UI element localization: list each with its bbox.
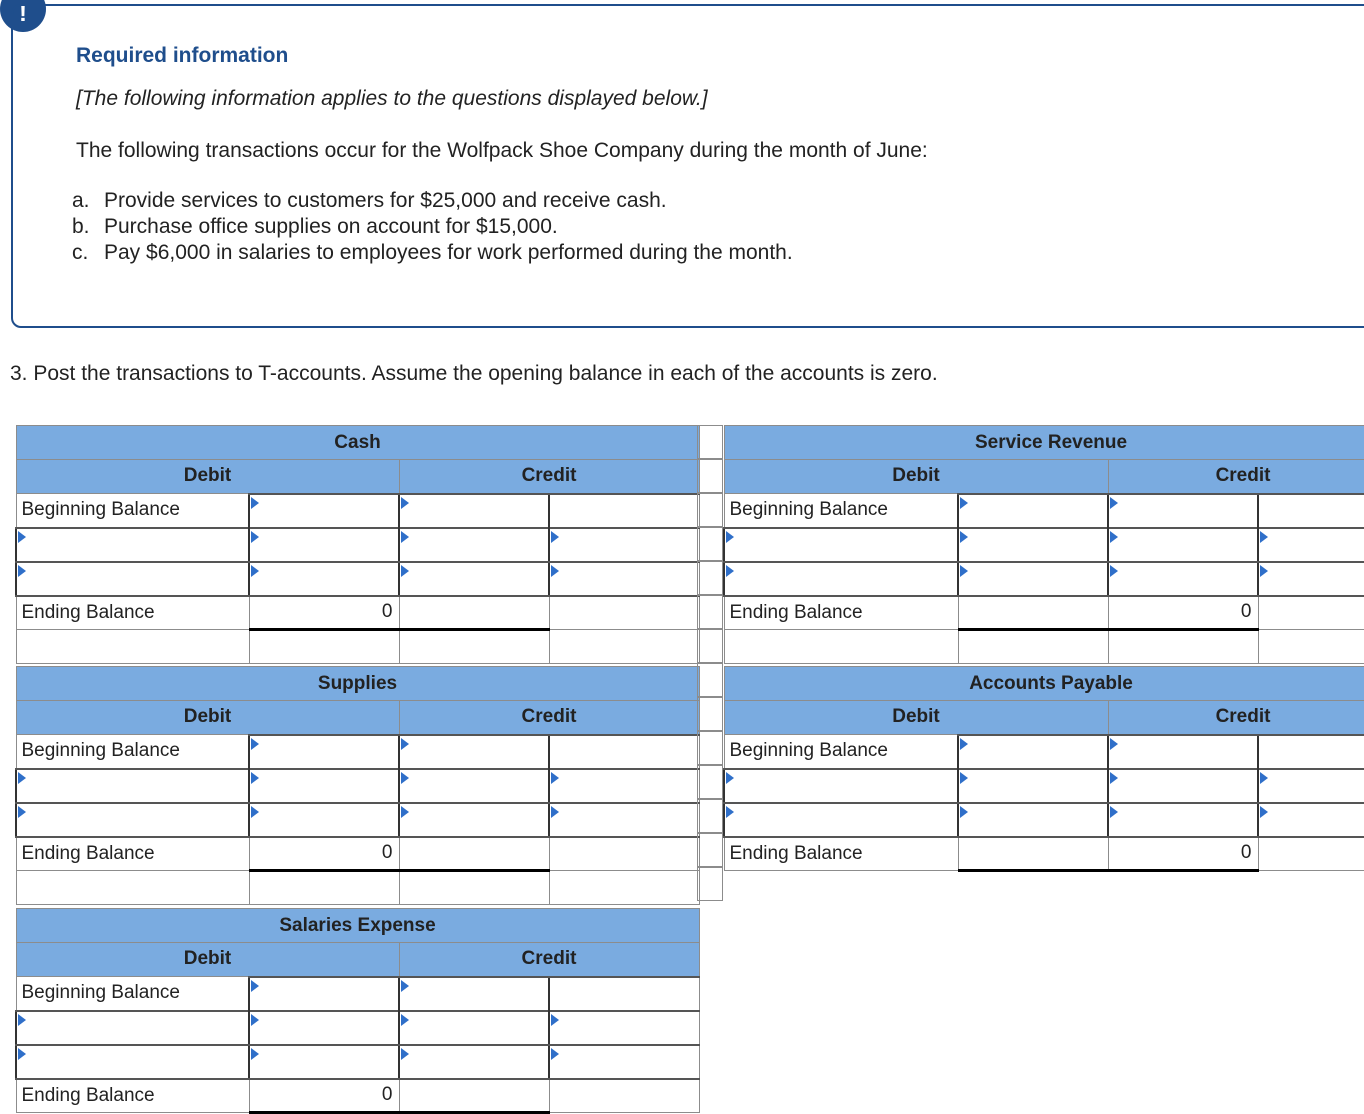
debit-account-input[interactable] (724, 769, 958, 803)
debit-header: Debit (16, 460, 399, 494)
beginning-balance-label: Beginning Balance (724, 494, 958, 528)
input-marker-icon (251, 1014, 259, 1026)
input-marker-icon (18, 772, 26, 784)
separator-cell (697, 697, 723, 731)
ending-credit-value (399, 837, 549, 871)
input-marker-icon (18, 1014, 26, 1026)
ending-balance-label: Ending Balance (724, 596, 958, 630)
t-account-cash (15, 425, 700, 664)
input-marker-icon (401, 531, 409, 543)
transaction-text: Purchase office supplies on account for $15,000. (104, 215, 558, 238)
beginning-balance-label: Beginning Balance (16, 977, 249, 1011)
input-marker-icon (18, 565, 26, 577)
credit-account-input[interactable] (399, 803, 549, 837)
credit-account-input[interactable] (1108, 769, 1258, 803)
beginning-credit-input[interactable] (549, 977, 699, 1011)
debit-amount-input[interactable] (249, 769, 399, 803)
question-text: 3. Post the transactions to T-accounts. Assume the opening balance in each of the accounts is zero. (10, 362, 938, 385)
separator-cell (697, 799, 723, 833)
input-marker-icon (1110, 772, 1118, 784)
credit-amount-input[interactable] (549, 1045, 699, 1079)
beginning-debit-input[interactable] (958, 494, 1108, 528)
transaction-text: Provide services to customers for $25,000 and receive cash. (104, 189, 667, 212)
credit-amount-input[interactable] (549, 803, 699, 837)
input-marker-icon (551, 806, 559, 818)
ending-debit-value (958, 837, 1108, 871)
transaction-item (72, 240, 793, 266)
debit-account-input[interactable] (16, 1011, 249, 1045)
separator-cell (697, 493, 723, 527)
ending-credit-value: 0 (1108, 596, 1258, 630)
debit-amount-input[interactable] (958, 528, 1108, 562)
ending-credit-value (399, 1079, 549, 1113)
credit-amount-input[interactable] (549, 562, 699, 596)
input-marker-icon (551, 565, 559, 577)
input-marker-icon (1260, 565, 1268, 577)
debit-amount-input[interactable] (958, 562, 1108, 596)
input-marker-icon (18, 806, 26, 818)
empty-cell (399, 630, 549, 664)
debit-account-input[interactable] (16, 562, 249, 596)
t-account-salaries-expense (15, 908, 700, 1114)
ending-balance-label: Ending Balance (16, 837, 249, 871)
credit-header: Credit (399, 460, 699, 494)
beginning-debit-input[interactable] (249, 494, 399, 528)
separator-cell (697, 595, 723, 629)
empty-cell (1108, 630, 1258, 664)
credit-account-input[interactable] (1108, 562, 1258, 596)
column-separator (697, 425, 723, 901)
transaction-list (72, 188, 793, 266)
ending-balance-label: Ending Balance (724, 837, 958, 871)
credit-amount-input[interactable] (549, 769, 699, 803)
info-title: Required information (76, 44, 289, 67)
t-account-supplies (15, 666, 700, 905)
credit-header: Credit (399, 943, 699, 977)
transaction-label: b. (72, 215, 90, 238)
beginning-credit-input[interactable] (549, 494, 699, 528)
account-title: Accounts Payable (724, 667, 1364, 701)
input-marker-icon (251, 738, 259, 750)
account-title: Salaries Expense (16, 909, 699, 943)
beginning-credit-label-input[interactable] (399, 494, 549, 528)
debit-header: Debit (16, 701, 399, 735)
separator-cell (697, 561, 723, 595)
debit-amount-input[interactable] (958, 769, 1108, 803)
input-marker-icon (960, 806, 968, 818)
credit-amount-input[interactable] (1258, 562, 1364, 596)
t-account-service-revenue (723, 425, 1364, 664)
alert-icon: ! (0, 0, 46, 32)
transaction-item (72, 214, 793, 240)
input-marker-icon (401, 565, 409, 577)
ending-debit-value: 0 (249, 837, 399, 871)
ending-debit-value: 0 (249, 596, 399, 630)
input-marker-icon (1110, 565, 1118, 577)
transaction-label: a. (72, 189, 90, 212)
empty-cell (549, 871, 699, 905)
beginning-debit-input[interactable] (249, 735, 399, 769)
transaction-text: Pay $6,000 in salaries to employees for work performed during the month. (104, 241, 793, 264)
separator-cell (697, 663, 723, 697)
credit-account-input[interactable] (1108, 803, 1258, 837)
credit-header: Credit (1108, 701, 1364, 735)
input-marker-icon (401, 1048, 409, 1060)
beginning-debit-input[interactable] (958, 735, 1108, 769)
credit-header: Credit (399, 701, 699, 735)
debit-amount-input[interactable] (249, 562, 399, 596)
input-marker-icon (401, 806, 409, 818)
ending-spacer (549, 1079, 699, 1113)
separator-cell (697, 459, 723, 493)
debit-account-input[interactable] (724, 562, 958, 596)
ending-debit-value (958, 596, 1108, 630)
debit-account-input[interactable] (16, 528, 249, 562)
input-marker-icon (401, 980, 409, 992)
input-marker-icon (251, 806, 259, 818)
transaction-item (72, 188, 793, 214)
debit-amount-input[interactable] (249, 528, 399, 562)
input-marker-icon (551, 1014, 559, 1026)
info-note: [The following information applies to the questions displayed below.] (76, 87, 708, 110)
credit-account-input[interactable] (399, 528, 549, 562)
ending-credit-value (399, 596, 549, 630)
separator-cell (697, 629, 723, 663)
credit-account-input[interactable] (399, 1011, 549, 1045)
empty-cell (1258, 630, 1364, 664)
input-marker-icon (726, 531, 734, 543)
debit-account-input[interactable] (724, 528, 958, 562)
input-marker-icon (251, 772, 259, 784)
empty-cell (724, 630, 958, 664)
input-marker-icon (1110, 531, 1118, 543)
beginning-credit-input[interactable] (1258, 494, 1364, 528)
empty-cell (549, 630, 699, 664)
debit-account-input[interactable] (16, 803, 249, 837)
input-marker-icon (1110, 806, 1118, 818)
input-marker-icon (401, 497, 409, 509)
ending-debit-value: 0 (249, 1079, 399, 1113)
beginning-balance-label: Beginning Balance (16, 494, 249, 528)
input-marker-icon (401, 1014, 409, 1026)
separator-cell (697, 867, 723, 901)
account-title: Service Revenue (724, 426, 1364, 460)
beginning-credit-label-input[interactable] (1108, 735, 1258, 769)
empty-cell (249, 630, 399, 664)
ending-credit-value: 0 (1108, 837, 1258, 871)
input-marker-icon (251, 565, 259, 577)
separator-cell (697, 833, 723, 867)
input-marker-icon (960, 738, 968, 750)
debit-header: Debit (724, 701, 1108, 735)
debit-header: Debit (724, 460, 1108, 494)
separator-cell (697, 731, 723, 765)
separator-cell (697, 425, 723, 459)
empty-cell (249, 871, 399, 905)
input-marker-icon (1260, 531, 1268, 543)
debit-account-input[interactable] (724, 803, 958, 837)
beginning-credit-input[interactable] (549, 735, 699, 769)
transaction-label: c. (72, 241, 89, 264)
credit-amount-input[interactable] (549, 1011, 699, 1045)
ending-spacer (1258, 596, 1364, 630)
input-marker-icon (18, 531, 26, 543)
input-marker-icon (726, 806, 734, 818)
ending-spacer (1258, 837, 1364, 871)
credit-account-input[interactable] (399, 1045, 549, 1079)
credit-account-input[interactable] (399, 769, 549, 803)
credit-account-input[interactable] (1108, 528, 1258, 562)
ending-spacer (549, 837, 699, 871)
input-marker-icon (1260, 806, 1268, 818)
input-marker-icon (551, 531, 559, 543)
input-marker-icon (1110, 738, 1118, 750)
beginning-debit-input[interactable] (249, 977, 399, 1011)
input-marker-icon (251, 531, 259, 543)
debit-amount-input[interactable] (958, 803, 1108, 837)
input-marker-icon (1260, 772, 1268, 784)
empty-cell (399, 871, 549, 905)
info-intro: The following transactions occur for the Wolfpack Shoe Company during the month of June: (76, 139, 928, 162)
input-marker-icon (1110, 497, 1118, 509)
credit-amount-input[interactable] (1258, 803, 1364, 837)
separator-cell (697, 527, 723, 561)
input-marker-icon (551, 1048, 559, 1060)
input-marker-icon (251, 980, 259, 992)
ending-balance-label: Ending Balance (16, 1079, 249, 1113)
input-marker-icon (960, 497, 968, 509)
credit-amount-input[interactable] (1258, 769, 1364, 803)
input-marker-icon (551, 772, 559, 784)
input-marker-icon (401, 738, 409, 750)
ending-spacer (549, 596, 699, 630)
input-marker-icon (960, 565, 968, 577)
credit-account-input[interactable] (399, 562, 549, 596)
debit-amount-input[interactable] (249, 803, 399, 837)
beginning-credit-label-input[interactable] (399, 977, 549, 1011)
account-title: Supplies (16, 667, 699, 701)
debit-header: Debit (16, 943, 399, 977)
input-marker-icon (960, 772, 968, 784)
empty-cell (958, 630, 1108, 664)
debit-amount-input[interactable] (249, 1011, 399, 1045)
separator-cell (697, 765, 723, 799)
debit-account-input[interactable] (16, 769, 249, 803)
t-account-accounts-payable (723, 666, 1364, 872)
debit-amount-input[interactable] (249, 1045, 399, 1079)
beginning-credit-label-input[interactable] (399, 735, 549, 769)
empty-cell (16, 630, 249, 664)
beginning-balance-label: Beginning Balance (724, 735, 958, 769)
empty-cell (16, 871, 249, 905)
input-marker-icon (726, 565, 734, 577)
credit-amount-input[interactable] (1258, 528, 1364, 562)
credit-amount-input[interactable] (549, 528, 699, 562)
input-marker-icon (960, 531, 968, 543)
input-marker-icon (18, 1048, 26, 1060)
input-marker-icon (251, 497, 259, 509)
account-title: Cash (16, 426, 699, 460)
input-marker-icon (401, 772, 409, 784)
input-marker-icon (726, 772, 734, 784)
debit-account-input[interactable] (16, 1045, 249, 1079)
ending-balance-label: Ending Balance (16, 596, 249, 630)
beginning-credit-input[interactable] (1258, 735, 1364, 769)
beginning-balance-label: Beginning Balance (16, 735, 249, 769)
credit-header: Credit (1108, 460, 1364, 494)
input-marker-icon (251, 1048, 259, 1060)
beginning-credit-label-input[interactable] (1108, 494, 1258, 528)
